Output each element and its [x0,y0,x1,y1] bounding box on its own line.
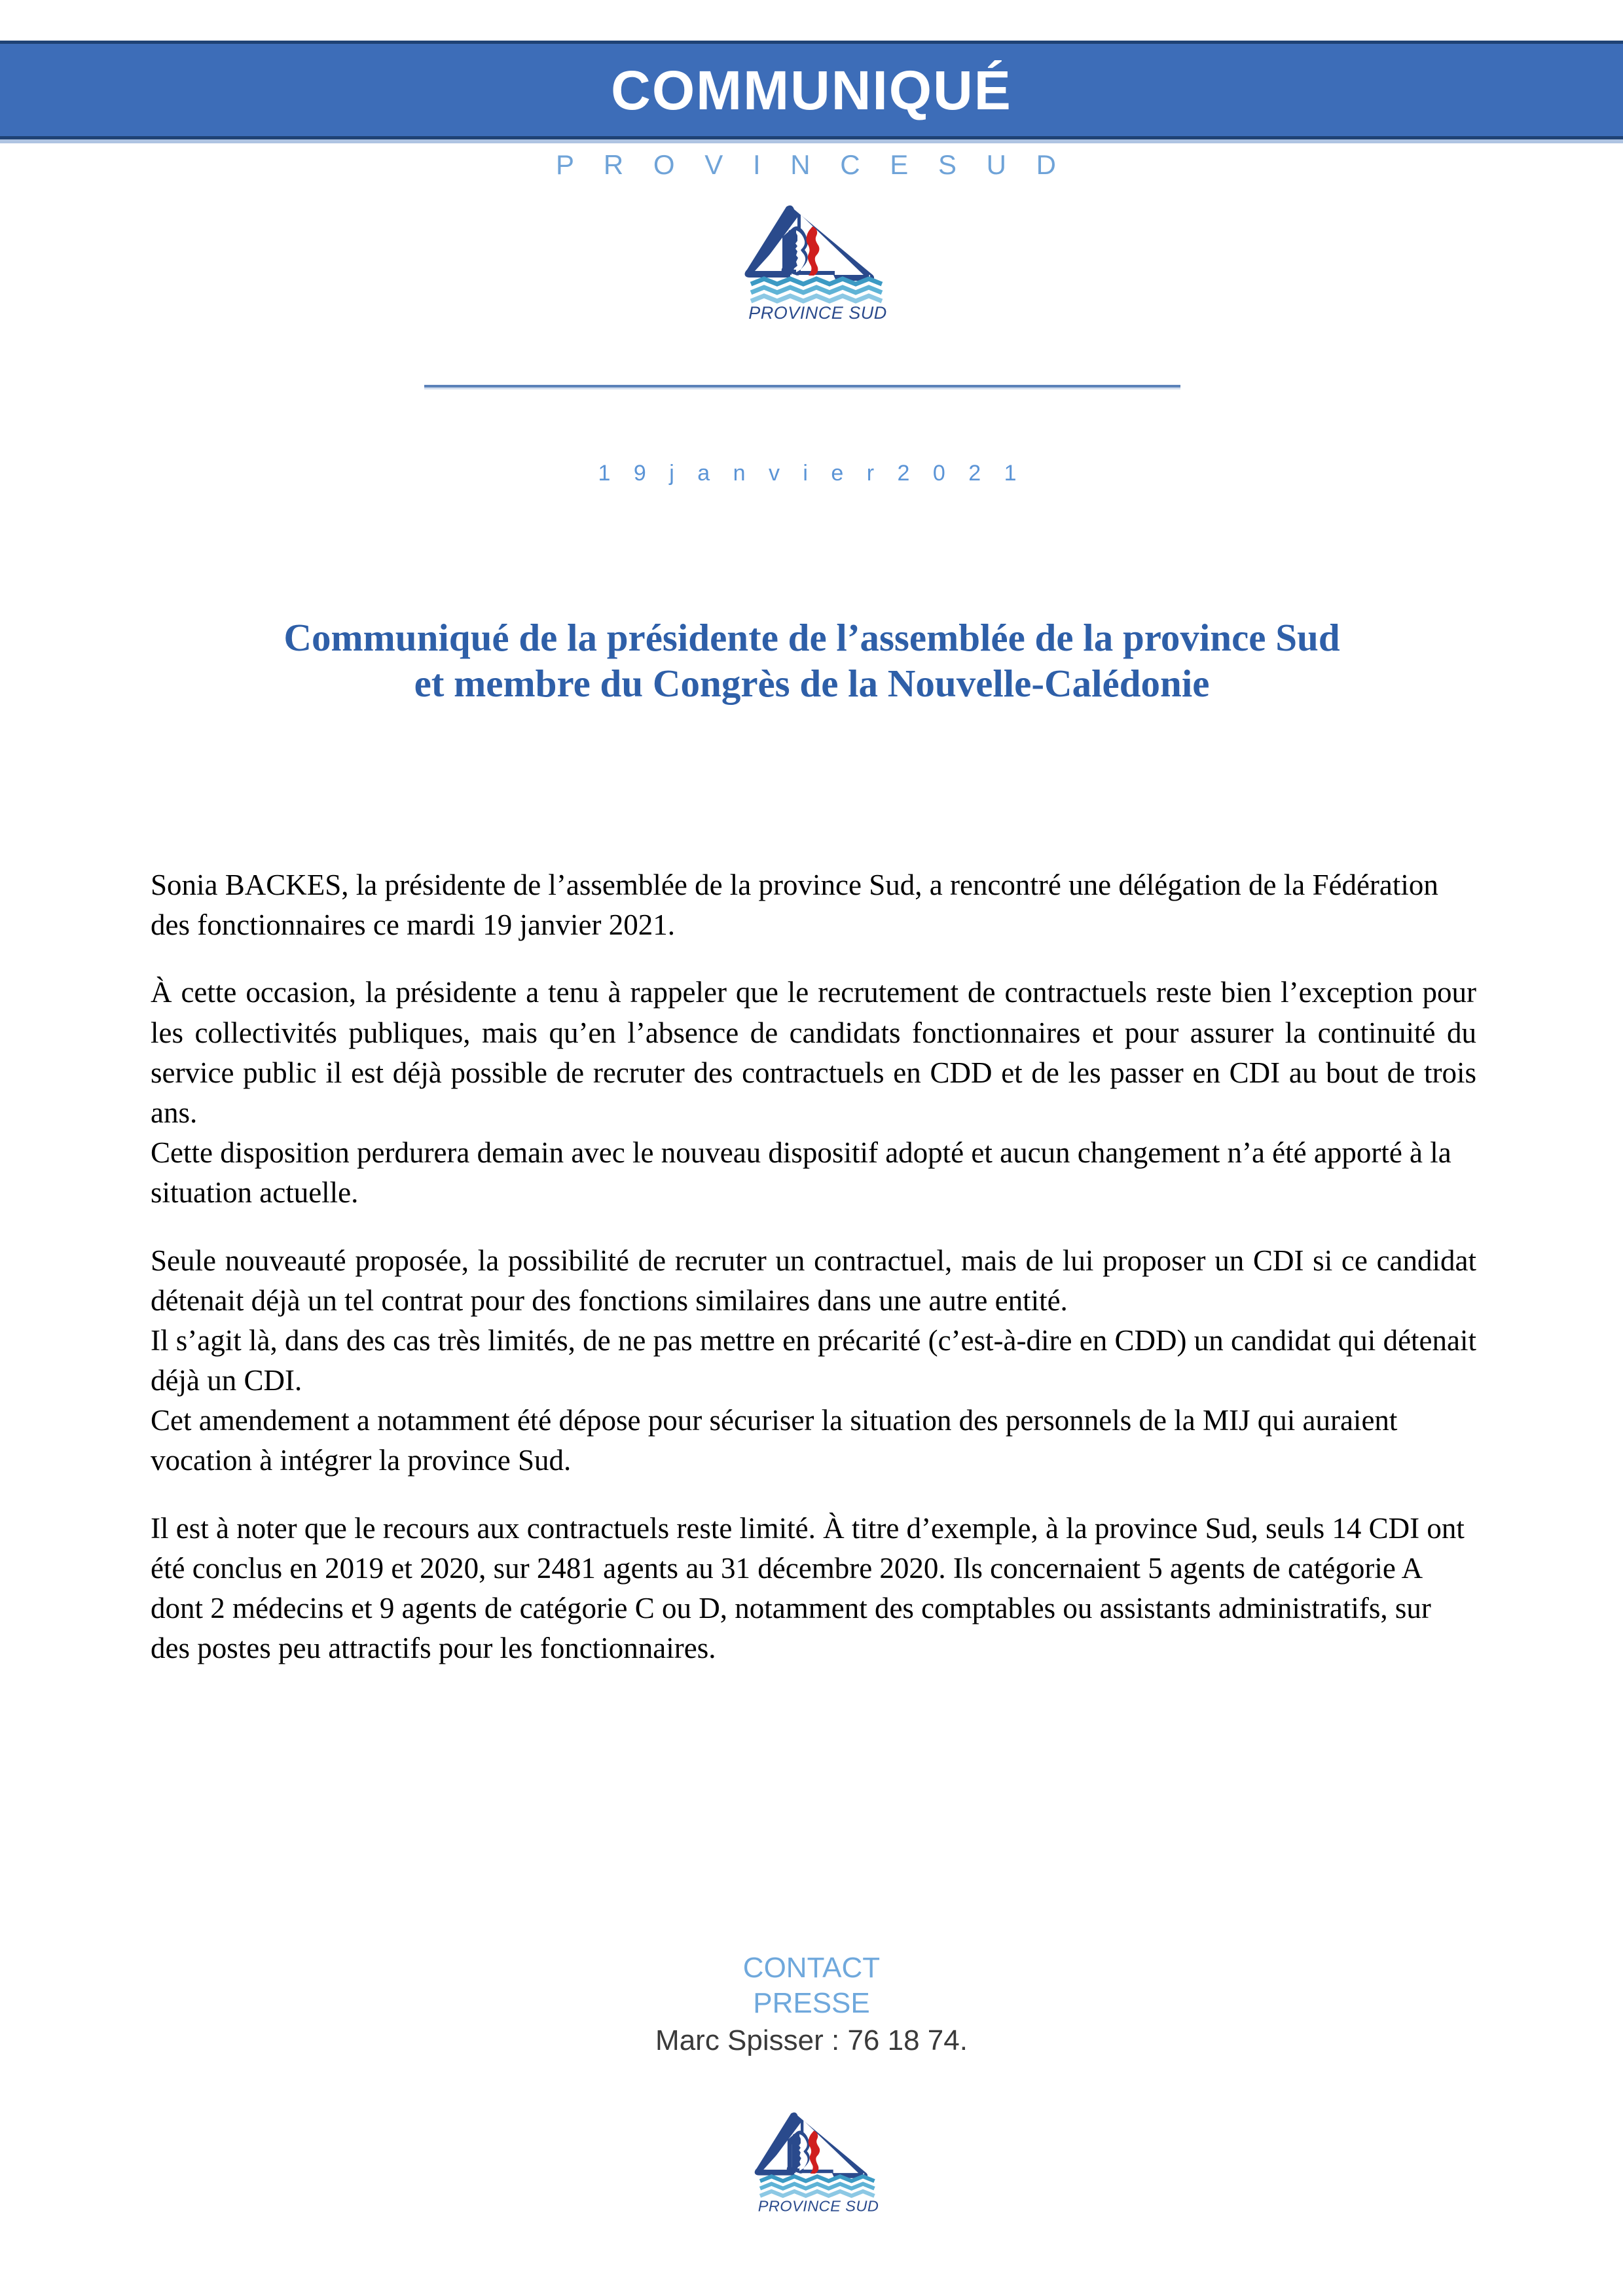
province-sud-sail-logo [735,198,900,322]
province-sud-sail-logo-footer [746,2104,890,2215]
paragraph-line: À cette occasion, la présidente a tenu à rappeler que le recrutement de contractuels reste bien l’exception pour les collectivités publiques, mais qu’en l’absence de candidats fonctionnaires et pour assurer la continuité du service public il est déjà possible de recruter des contractuels en CDD et de les passer en CDI au bout de trois ans. [151,976,1476,1129]
paragraph-nouveaute-cdi [151,1241,1476,1481]
paragraph-line: Sonia BACKES, la présidente de l’assemblée de la province Sud, a rencontré une délégation de la Fédération des fonctionnaires ce mardi 19 janvier 2021. [151,869,1438,942]
document-body [151,865,1476,1668]
paragraph-rappel-recrutement [151,973,1476,1213]
contact-label-line-1: CONTACT [742,1952,881,1984]
document-title-line-1: Communiqué de la présidente de l’assemblée de la province Sud [283,616,1340,659]
document-title [151,615,1473,706]
document-date: 1 9 j a n v i e r 2 0 2 1 [598,461,1025,486]
paragraph-chiffres [151,1509,1476,1669]
document-title-line-2: et membre du Congrès de la Nouvelle-Calédonie [414,661,1210,705]
header-banner [0,41,1623,136]
province-subtitle: P R O V I N C E S U D [556,149,1067,180]
logo-wordmark-text: PROVINCE SUD [748,303,887,322]
paragraph-intro [151,865,1476,945]
paragraph-line: Seule nouveauté proposée, la possibilité de recruter un contractuel, mais de lui proposer un CDI si ce candidat détenait déjà un tel contrat pour des fonctions similaires dans une autre entité. [151,1244,1476,1317]
paragraph-line: Cet amendement a notamment été dépose pour sécuriser la situation des personnels de la MIJ qui auraient vocation à intégrer la province Sud. [151,1404,1398,1477]
footer-contact [0,1950,1623,2057]
banner-underline-light [0,139,1623,143]
logo-wordmark-text-footer: PROVINCE SUD [757,2197,879,2215]
paragraph-line: Cette disposition perdurera demain avec le nouveau dispositif adopté et aucun changement n’a été apporté à la situation actuelle. [151,1136,1451,1210]
contact-label-line-2: PRESSE [753,1986,870,2019]
paragraph-line: Il s’agit là, dans des cas très limités, de ne pas mettre en précarité (c’est-à-dire en CDD) un candidat qui détenait déjà un CDI. [151,1323,1476,1397]
header-divider-shadow [424,387,1180,389]
contact-person: Marc Spisser : 76 18 74. [655,2024,968,2057]
paragraph-line: Il est à noter que le recours aux contractuels reste limité. À titre d’exemple, à la province Sud, seuls 14 CDI ont été conclus en 2019 et 2020, sur 2481 agents au 31 décembre 2020. Ils concernaient 5 agents de catégorie A dont 2 médecins et 9 agents de catégorie C ou D, notamment des comptables ou assistants administratifs, sur des postes peu attractifs pour les fonctionnaires. [151,1511,1465,1665]
page-title: COMMUNIQUÉ [611,59,1012,121]
